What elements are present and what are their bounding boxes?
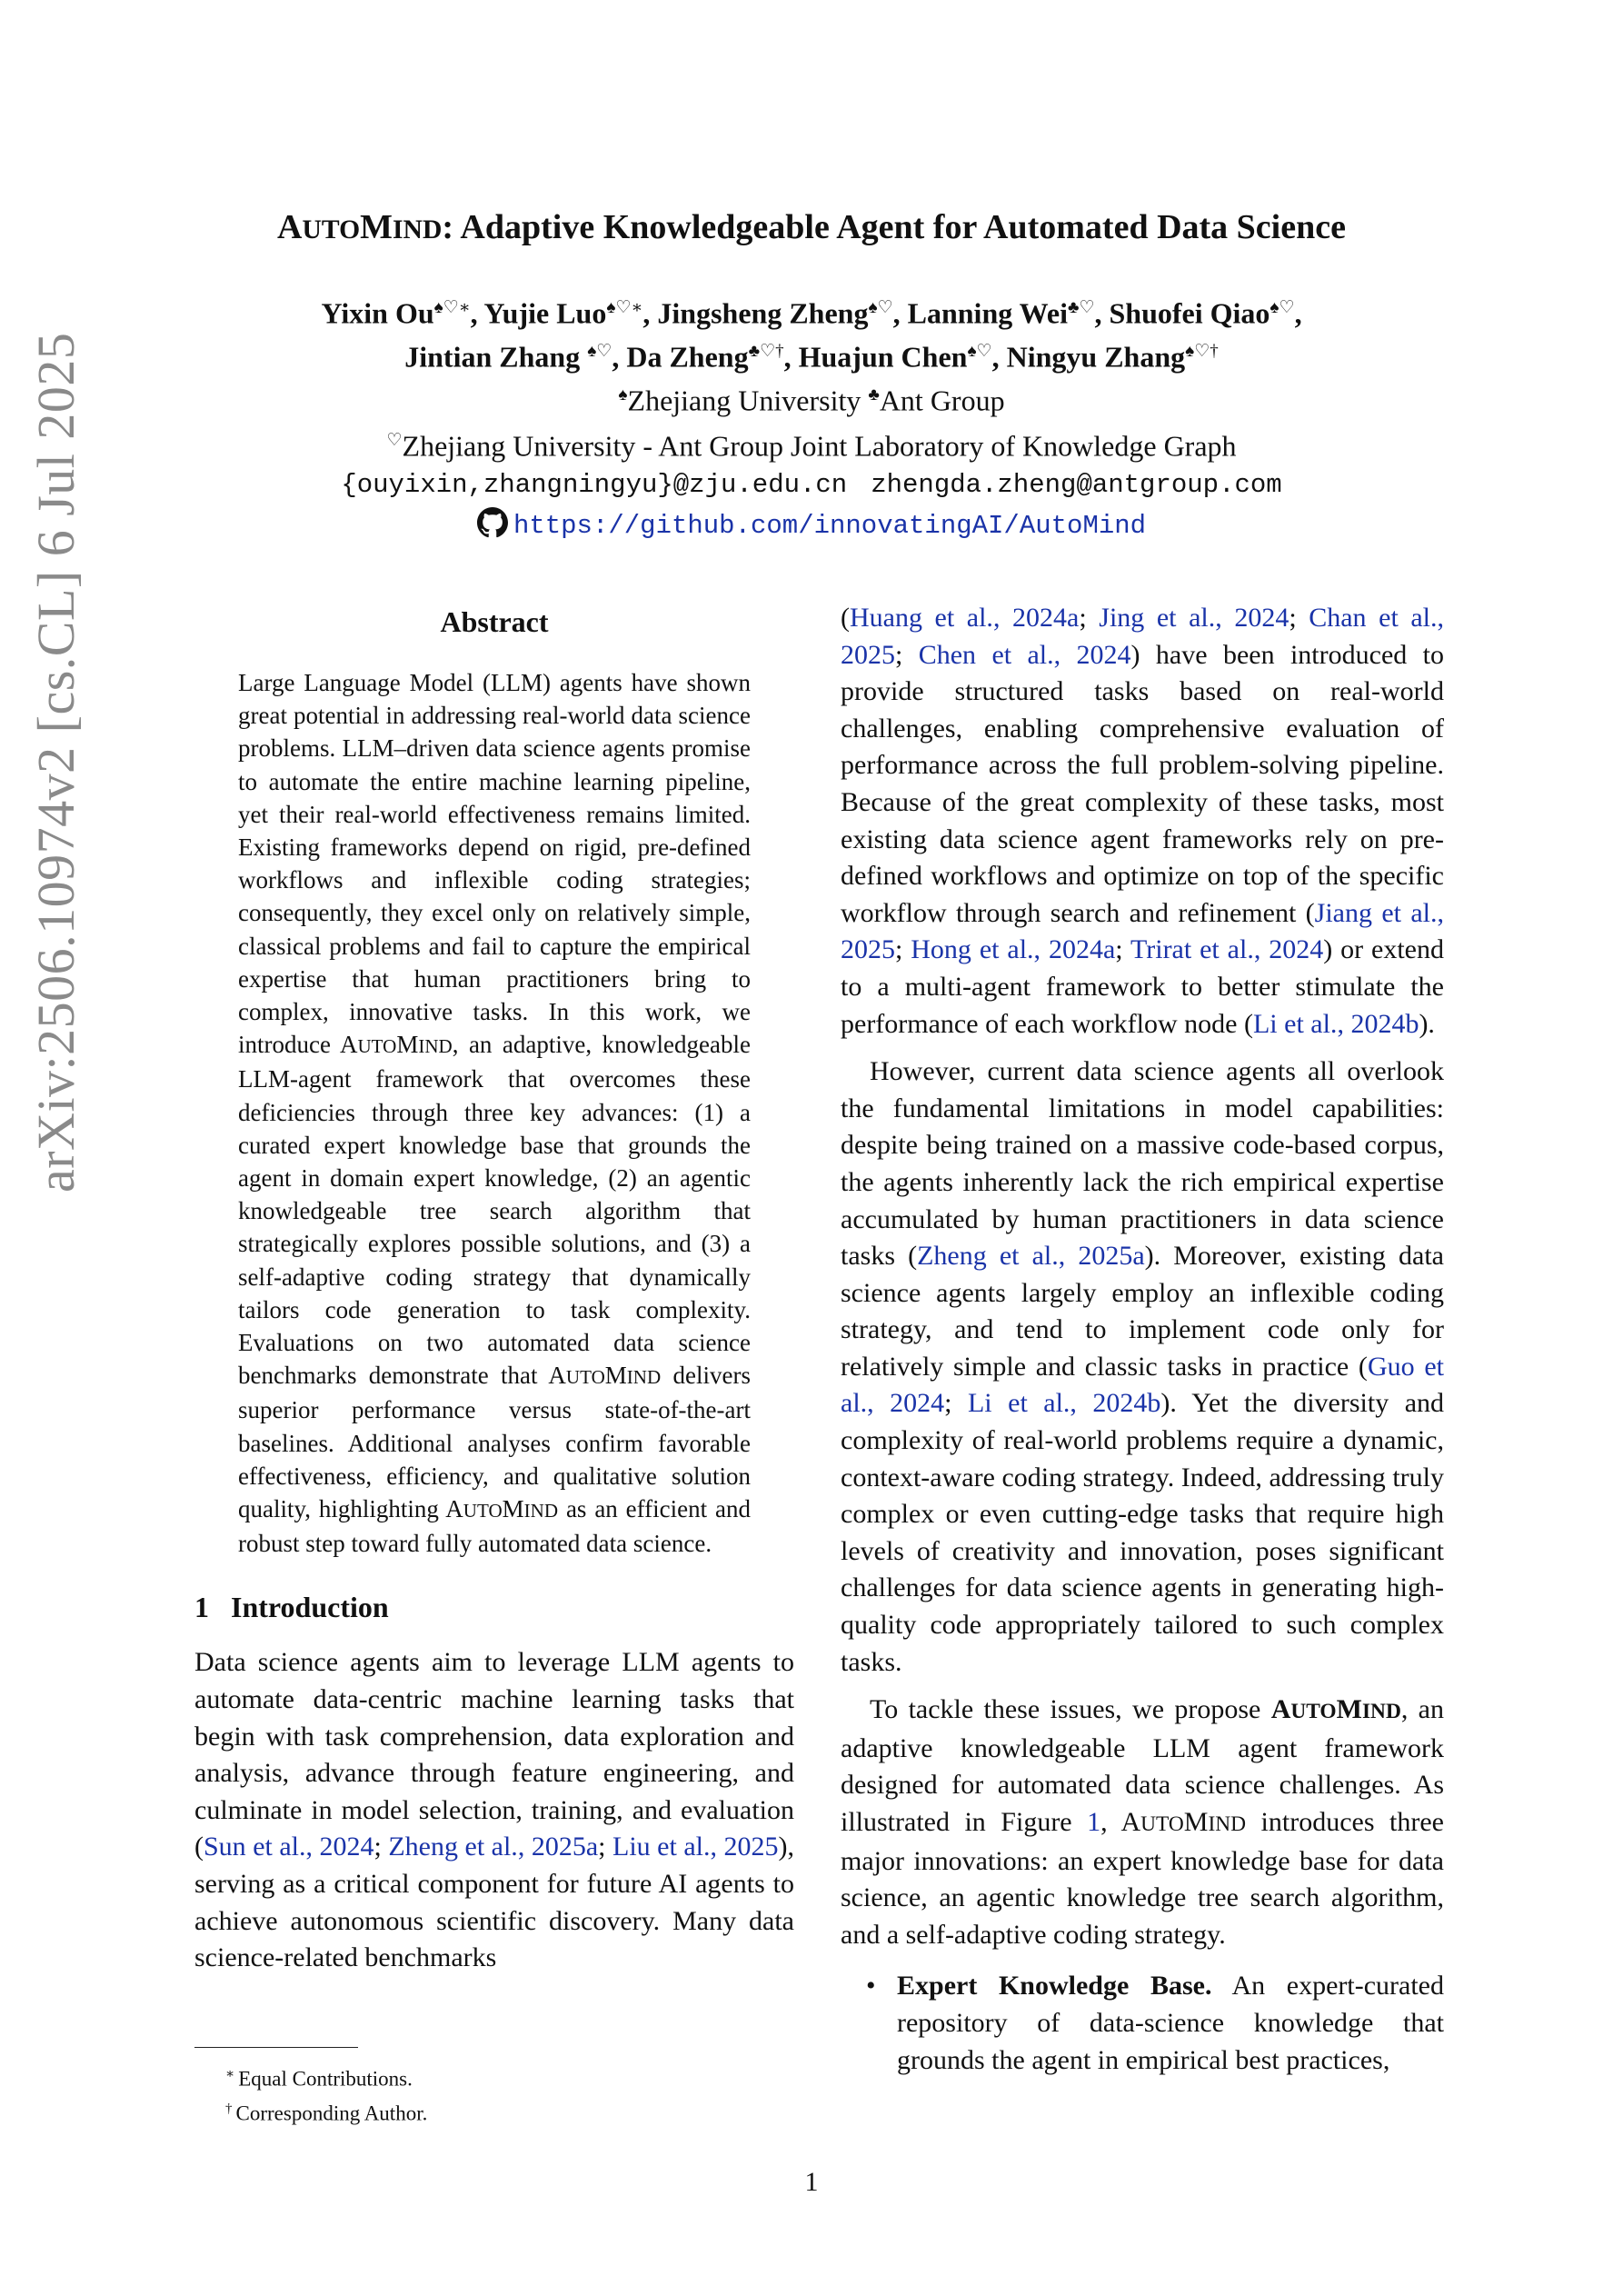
intro-paragraph-3: To tackle these issues, we propose AUTOMIND, an adaptive knowledgeable LLM agent framework designed for automated data science challenges. As illustrated in Figure 1, AUTOMIND introduces three major innovations: an expert knowledge base for data science, an agentic knowledge tree search algorithm, and a self-adaptive coding strategy.	[841, 1694, 1445, 1950]
page-number: 1	[804, 2167, 819, 2197]
automind-name: AUTOMIND	[445, 1495, 559, 1523]
author-marks: ♠♡	[967, 341, 992, 361]
list-item: • Expert Knowledge Base. An expert-curated repository of data-science knowledge that grounds the agent in empirical best practices,	[897, 1968, 1444, 2079]
automind-name: AUTOMIND	[1270, 1694, 1401, 1725]
automind-name: AUTOMIND	[548, 1362, 662, 1390]
automind-name: AUTOMIND	[1120, 1807, 1247, 1837]
footnote-corresponding-author: † Corresponding Author.	[225, 2101, 428, 2125]
arxiv-identifier: arXiv:2506.10974v2 [cs.CL] 6 Jul 2025	[26, 332, 85, 1193]
author-marks: ♠♡	[868, 298, 893, 317]
affiliation-line-2: ♡Zhejiang University - Ant Group Joint Laboratory of Knowledge Graph	[386, 429, 1237, 463]
citation-link[interactable]: Jiang et al., 2025	[841, 897, 1444, 965]
author-name: Da Zheng	[626, 340, 749, 374]
bullet-icon: •	[866, 1971, 876, 2002]
citation-link[interactable]: Jing et al., 2024	[1099, 603, 1289, 633]
author-name: Jingsheng Zheng	[657, 296, 869, 330]
github-icon	[477, 507, 508, 538]
intro-paragraph-2: However, current data science agents all overlook the fundamental limitations in model capabilities: despite being trained on a massive code-based corpus, the agents inherently lack the rich empirical expertise accumulated by human practitioners in data science tasks (Zheng et al., 2025a). Moreover, existing data science agents largely employ an inflexible coding strategy, and tend to implement code only for relatively simple and classic tasks in practice (Guo et al., 2024; Li et al., 2024b). Yet the diversity and complexity of real-world problems require a dynamic, context-aware coding strategy. Indeed, addressing truly complex or even cutting-edge tasks that require high levels of creativity and innovation, poses significant challenges for data science agents in generating high-quality code appropriately tailored to such complex tasks.	[841, 1056, 1445, 1677]
citation-link[interactable]: Liu et al., 2025	[612, 1832, 779, 1862]
citation-link[interactable]: Li et al., 2024b	[967, 1388, 1161, 1419]
footnote-equal-contribution: ∗ Equal Contributions.	[225, 2067, 413, 2091]
author-marks: ♣♡†	[748, 341, 784, 361]
author-list-line-1: Yixin Ou♠♡∗, Yujie Luo♠♡∗, Jingsheng Zheng♠♡, Lanning Wei♣♡, Shuofei Qiao♠♡,	[321, 296, 1302, 330]
citation-link[interactable]: Hong et al., 2024a	[911, 934, 1116, 965]
author-marks: ♣♡	[1067, 298, 1095, 317]
figure-reference-link[interactable]: 1	[1087, 1807, 1101, 1837]
footnotes	[194, 2060, 427, 2128]
citation-link[interactable]: Trirat et al., 2024	[1130, 934, 1324, 965]
footnote-divider	[194, 2047, 358, 2048]
author-marks: ♠♡†	[1185, 341, 1219, 361]
citation-link[interactable]: Zheng et al., 2025a	[917, 1241, 1145, 1272]
author-marks: ♠♡	[1270, 298, 1295, 317]
author-name: Jintian Zhang	[404, 340, 588, 374]
left-column	[194, 600, 794, 1977]
author-marks: ♠♡	[587, 341, 612, 361]
author-name: Yixin Ou	[321, 296, 434, 330]
abstract-heading: Abstract	[440, 605, 549, 638]
section-heading-introduction: 1 Introduction	[194, 1591, 389, 1624]
author-marks: ♠♡∗	[433, 298, 471, 317]
citation-link[interactable]: Huang et al., 2024a	[850, 603, 1080, 633]
email-antgroup[interactable]: zhengda.zheng@antgroup.com	[871, 469, 1282, 500]
author-marks: ♠♡∗	[606, 298, 643, 317]
intro-paragraph-1-continued: (Huang et al., 2024a; Jing et al., 2024; Chan et al., 2025; Chen et al., 2024) have been introduced to provide structured tasks based on real-world challenges, enabling comprehensive evaluation of performance across the full problem-solving pipeline. Because of the great complexity of these tasks, most existing data science agent frameworks rely on pre-defined workflows and optimize on top of the specific workflow through search and refinement (Jiang et al., 2025; Hong et al., 2024a; Trirat et al., 2024) or extend to a multi-agent framework to better stimulate the performance of each workflow node (Li et al., 2024b).	[841, 603, 1445, 1039]
citation-link[interactable]: Guo et al., 2024	[841, 1351, 1444, 1419]
paper-title: AUTOMIND: Adaptive Knowledgeable Agent for Automated Data Science	[277, 208, 1346, 246]
citation-link[interactable]: Li et al., 2024b	[1252, 1008, 1419, 1039]
right-column	[841, 600, 1444, 2079]
author-name: Ningyu Zhang	[1006, 340, 1186, 374]
github-url-link[interactable]: https://github.com/innovatingAI/AutoMind	[513, 510, 1147, 541]
contact-emails	[0, 466, 1623, 504]
paper-header	[0, 207, 1623, 546]
author-name: Yujie Luo	[483, 296, 607, 330]
citation-link[interactable]: Chan et al., 2025	[841, 603, 1445, 670]
author-name: Huajun Chen	[798, 340, 968, 374]
github-link-row	[0, 504, 1623, 546]
citation-link[interactable]: Chen et al., 2024	[918, 639, 1131, 670]
author-name: Shuofei Qiao	[1109, 296, 1270, 330]
citation-link[interactable]: Sun et al., 2024	[204, 1832, 374, 1862]
affiliation-line-1: ♠Zhejiang University ♣Ant Group	[618, 384, 1005, 417]
automind-name: AUTOMIND	[339, 1031, 453, 1059]
innovation-list	[841, 1968, 1444, 2079]
author-name: Lanning Wei	[907, 296, 1068, 330]
email-zju[interactable]: {ouyixin,zhangningyu}@zju.edu.cn	[341, 469, 848, 500]
abstract-text: Large Language Model (LLM) agents have shown great potential in addressing real-world data science problems. LLM–driven data science agents promise to automate the entire machine learning pipeline, yet their real-world effectiveness remains limited. Existing frameworks depend on rigid, pre-defined workflows and inflexible coding strategies; consequently, they excel only on relatively simple, classical problems and fail to capture the empirical expertise that human practitioners bring to complex, innovative tasks. In this work, we introduce AUTOMIND, an adaptive, knowledgeable LLM-agent framework that overcomes these deficiencies through three key advances: (1) a curated expert knowledge base that grounds the agent in domain expert knowledge, (2) an agentic knowledgeable tree search algorithm that strategically explores possible solutions, and (3) a self-adaptive coding strategy that dynamically tailors code generation to task complexity. Evaluations on two automated data science benchmarks demonstrate that AUTOMIND delivers superior performance versus state-of-the-art baselines. Additional analyses confirm favorable effectiveness, efficiency, and qualitative solution quality, highlighting AUTOMIND as an efficient and robust step toward fully automated data science.	[238, 669, 751, 1558]
citation-link[interactable]: Zheng et al., 2025a	[388, 1832, 599, 1862]
intro-paragraph-1: Data science agents aim to leverage LLM agents to automate data-centric machine learning tasks that begin with task comprehension, data exploration and analysis, advance through feature engineering, and culminate in model selection, training, and evaluation (Sun et al., 2024; Zheng et al., 2025a; Liu et al., 2025), serving as a critical component for future AI agents to achieve autonomous scientific discovery. Many data science-related benchmarks	[194, 1647, 794, 1973]
author-list-line-2: Jintian Zhang ♠♡, Da Zheng♣♡†, Huajun Chen♠♡, Ningyu Zhang♠♡†	[404, 340, 1219, 374]
